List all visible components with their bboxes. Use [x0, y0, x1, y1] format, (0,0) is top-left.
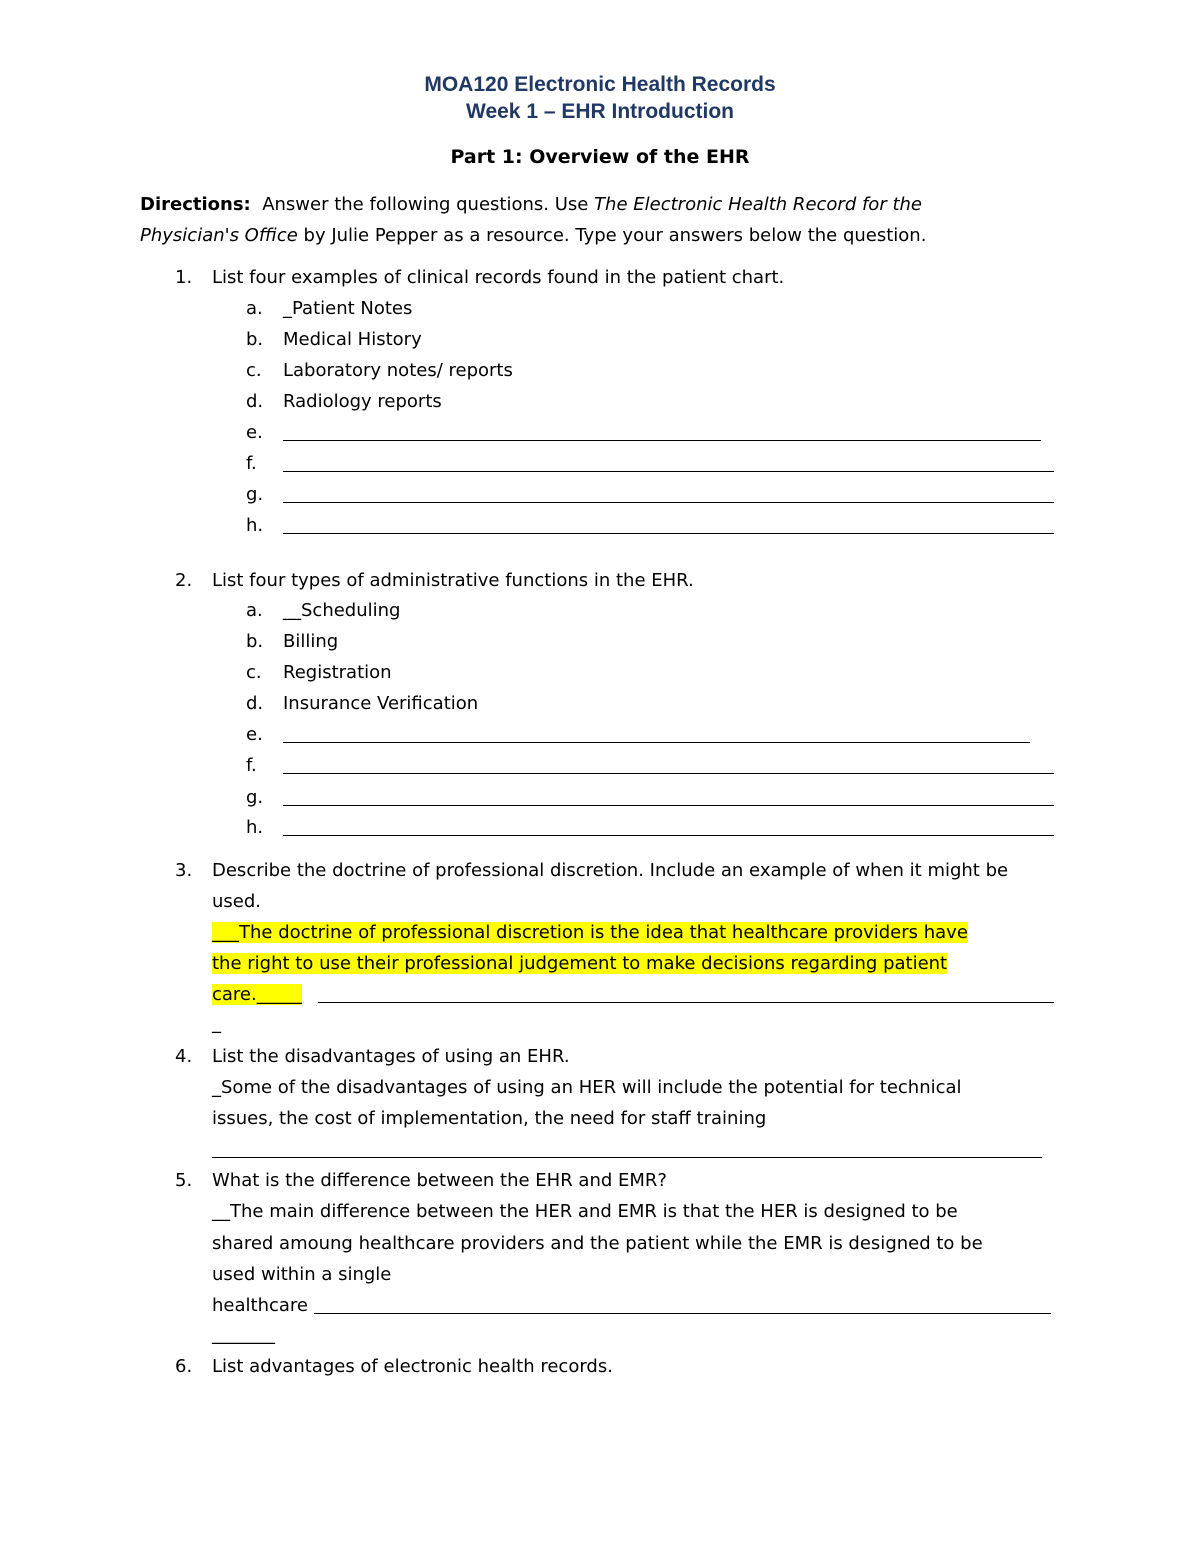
q1-item-a-letter: a. — [246, 298, 263, 319]
directions-text-2: by Julie Pepper as a resource. Type your answers below the question. — [297, 225, 927, 246]
directions-line-1 — [140, 192, 922, 218]
question-2-text: List four types of administrative functions in the EHR. — [212, 570, 694, 591]
book-title-part-1: The Electronic Health Record for the — [594, 194, 922, 215]
q2-item-a-answer[interactable]: __Scheduling — [283, 600, 401, 621]
q1-item-c-letter: c. — [246, 360, 262, 381]
q3-answer-highlight-2: the right to use their professional judgement to make decisions regarding patient — [212, 953, 948, 974]
q2-item-a-letter: a. — [246, 600, 263, 621]
q1-item-h-letter: h. — [246, 515, 264, 536]
q2-item-b-answer[interactable]: Billing — [283, 631, 339, 652]
q5-answer-tail: _______ — [212, 1324, 275, 1345]
q1-item-f-blank[interactable] — [283, 471, 1054, 472]
course-title: MOA120 Electronic Health Records — [424, 73, 776, 96]
q2-item-c-answer[interactable]: Registration — [283, 662, 392, 683]
q2-item-h-blank[interactable] — [283, 835, 1054, 836]
q4-answer-line-2[interactable]: issues, the cost of implementation, the need for staff training — [212, 1108, 767, 1129]
q5-answer-line-1[interactable]: __The main difference between the HER and EMR is that the HER is designed to be — [212, 1201, 958, 1222]
q5-answer-line-4[interactable]: healthcare — [212, 1295, 308, 1316]
q2-item-e-letter: e. — [246, 724, 263, 745]
q3-answer-line-2[interactable] — [212, 951, 947, 977]
q1-item-g-blank[interactable] — [283, 502, 1054, 503]
q2-item-c-letter: c. — [246, 662, 262, 683]
q2-item-g-blank[interactable] — [283, 805, 1054, 806]
q5-answer-line-2[interactable]: shared amoung healthcare providers and the patient while the EMR is designed to be — [212, 1233, 983, 1254]
book-title-part-2: Physician's Office — [140, 225, 298, 246]
q4-answer-line-1[interactable]: _Some of the disadvantages of using an HER will include the potential for technical — [212, 1077, 962, 1098]
question-3-number: 3. — [175, 860, 193, 881]
question-6-number: 6. — [175, 1356, 193, 1377]
q3-answer-highlight-1: ___The doctrine of professional discretion is the idea that healthcare providers have — [212, 922, 968, 943]
q2-item-g-letter: g. — [246, 787, 264, 808]
q5-answer-blank[interactable] — [314, 1313, 1051, 1314]
directions-label: Directions: — [140, 194, 251, 215]
q2-item-h-letter: h. — [246, 817, 264, 838]
q1-item-g-letter: g. — [246, 484, 264, 505]
q1-item-d-answer[interactable]: Radiology reports — [283, 391, 442, 412]
q3-answer-highlight-3: care._____ — [212, 984, 302, 1005]
q3-answer-line-3[interactable] — [212, 982, 302, 1008]
q2-item-d-answer[interactable]: Insurance Verification — [283, 693, 479, 714]
q3-answer-line-1[interactable] — [212, 920, 968, 946]
q1-item-f-letter: f. — [246, 453, 257, 474]
week-title: Week 1 – EHR Introduction — [466, 100, 734, 123]
q4-answer-blank[interactable] — [212, 1157, 1042, 1158]
question-5-text: What is the difference between the EHR and EMR? — [212, 1170, 667, 1191]
question-4-number: 4. — [175, 1046, 193, 1067]
q1-item-e-blank[interactable] — [283, 440, 1041, 441]
q1-item-b-answer[interactable]: Medical History — [283, 329, 422, 350]
q2-item-f-blank[interactable] — [283, 773, 1054, 774]
part-title: Part 1: Overview of the EHR — [450, 146, 750, 168]
q2-item-d-letter: d. — [246, 693, 264, 714]
directions-line-2 — [140, 223, 926, 249]
q2-item-b-letter: b. — [246, 631, 264, 652]
question-5-number: 5. — [175, 1170, 193, 1191]
directions-text-1: Answer the following questions. Use — [262, 194, 595, 215]
q1-item-d-letter: d. — [246, 391, 264, 412]
q1-item-b-letter: b. — [246, 329, 264, 350]
q2-item-e-blank[interactable] — [283, 742, 1030, 743]
q1-item-h-blank[interactable] — [283, 533, 1054, 534]
q3-answer-blank[interactable] — [318, 1002, 1054, 1003]
q5-answer-line-3[interactable]: used within a single — [212, 1264, 392, 1285]
question-6-text: List advantages of electronic health records. — [212, 1356, 613, 1377]
q1-item-c-answer[interactable]: Laboratory notes/ reports — [283, 360, 513, 381]
q1-item-a-answer[interactable]: _Patient Notes — [283, 298, 413, 319]
question-3-text-line-1: Describe the doctrine of professional discretion. Include an example of when it might be — [212, 860, 1009, 881]
question-2-number: 2. — [175, 570, 193, 591]
q1-item-e-letter: e. — [246, 422, 263, 443]
question-1-text: List four examples of clinical records found in the patient chart. — [212, 267, 785, 288]
question-1-number: 1. — [175, 267, 193, 288]
question-4-text: List the disadvantages of using an EHR. — [212, 1046, 570, 1067]
q2-item-f-letter: f. — [246, 755, 257, 776]
question-3-text-line-2: used. — [212, 891, 262, 912]
q3-answer-tail: _ — [212, 1013, 221, 1034]
